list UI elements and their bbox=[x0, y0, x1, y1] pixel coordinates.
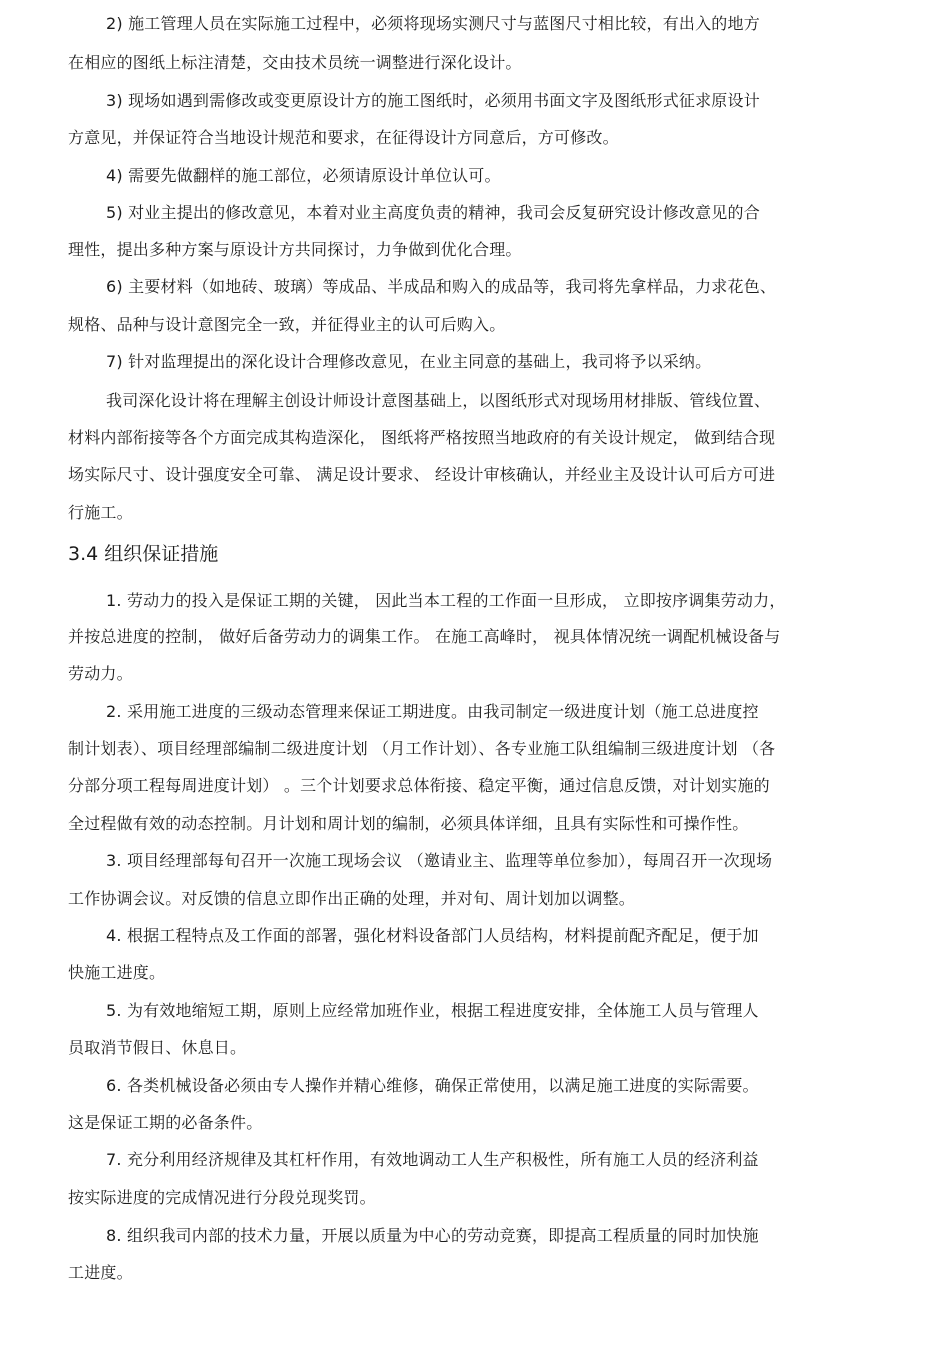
paragraph-line: 方意见，并保证符合当地设计规范和要求，在征得设计方同意后，方可修改。 bbox=[68, 128, 619, 147]
paragraph-line: 我司深化设计将在理解主创设计师设计意图基础上，以图纸形式对现场用材排版、管线位置、 bbox=[106, 391, 771, 410]
paragraph-line: 3) 现场如遇到需修改或变更原设计方的施工图纸时，必须用书面文字及图纸形式征求原设计 bbox=[106, 91, 760, 110]
paragraph-line: 材料内部衔接等各个方面完成其构造深化， 图纸将严格按照当地政府的有关设计规定， 做到结合现 bbox=[68, 428, 776, 447]
paragraph-line: 4. 根据工程特点及工作面的部署，强化材料设备部门人员结构，材料提前配齐配足，便于加 bbox=[106, 926, 759, 945]
paragraph-line: 制计划表）、项目经理部编制二级进度计划 （月工作计划）、各专业施工队组编制三级进度计划 （各 bbox=[68, 739, 776, 758]
paragraph-line: 6. 各类机械设备必须由专人操作并精心维修，确保正常使用，以满足施工进度的实际需要。 bbox=[106, 1076, 759, 1095]
paragraph-line: 6) 主要材料（如地砖、玻璃）等成品、半成品和购入的成品等，我司将先拿样品，力求花色、 bbox=[106, 277, 777, 296]
paragraph-line: 并按总进度的控制， 做好后备劳动力的调集工作。 在施工高峰时， 视具体情况统一调配机械设备与 bbox=[68, 627, 781, 646]
paragraph-line: 行施工。 bbox=[68, 503, 133, 522]
paragraph-line: 3. 项目经理部每旬召开一次施工现场会议 （邀请业主、监理等单位参加），每周召开一次现场 bbox=[106, 851, 773, 870]
paragraph-line: 工进度。 bbox=[68, 1263, 133, 1282]
section-heading: 3.4 组织保证措施 bbox=[68, 543, 219, 565]
paragraph-line: 劳动力。 bbox=[68, 664, 133, 683]
paragraph-line: 5. 为有效地缩短工期，原则上应经常加班作业，根据工程进度安排，全体施工人员与管理人 bbox=[106, 1001, 759, 1020]
paragraph-line: 理性，提出多种方案与原设计方共同探讨，力争做到优化合理。 bbox=[68, 240, 522, 259]
paragraph-line: 2. 采用施工进度的三级动态管理来保证工期进度。由我司制定一级进度计划（施工总进度控 bbox=[106, 702, 759, 721]
paragraph-line: 在相应的图纸上标注清楚，交由技术员统一调整进行深化设计。 bbox=[68, 53, 522, 72]
paragraph-line: 1. 劳动力的投入是保证工期的关键， 因此当本工程的工作面一旦形成， 立即按序调集劳动力， bbox=[106, 591, 786, 610]
paragraph-line: 2) 施工管理人员在实际施工过程中，必须将现场实测尺寸与蓝图尺寸相比较，有出入的地方 bbox=[106, 14, 760, 33]
paragraph-line: 7) 针对监理提出的深化设计合理修改意见，在业主同意的基础上，我司将予以采纳。 bbox=[106, 352, 712, 371]
paragraph-line: 全过程做有效的动态控制。月计划和周计划的编制，必须具体详细，且具有实际性和可操作性。 bbox=[68, 814, 749, 833]
paragraph-line: 规格、品种与设计意图完全一致，并征得业主的认可后购入。 bbox=[68, 315, 506, 334]
paragraph-line: 4) 需要先做翻样的施工部位，必须请原设计单位认可。 bbox=[106, 166, 501, 185]
paragraph-line: 场实际尺寸、设计强度安全可靠、 满足设计要求、 经设计审核确认，并经业主及设计认可后方可进 bbox=[68, 465, 776, 484]
paragraph-line: 员取消节假日、休息日。 bbox=[68, 1038, 247, 1057]
paragraph-line: 快施工进度。 bbox=[68, 963, 166, 982]
paragraph-line: 按实际进度的完成情况进行分段兑现奖罚。 bbox=[68, 1188, 376, 1207]
paragraph-line: 5) 对业主提出的修改意见，本着对业主高度负责的精神，我司会反复研究设计修改意见的合 bbox=[106, 203, 760, 222]
paragraph-line: 7. 充分利用经济规律及其杠杆作用，有效地调动工人生产积极性，所有施工人员的经济利益 bbox=[106, 1150, 759, 1169]
paragraph-line: 工作协调会议。对反馈的信息立即作出正确的处理，并对旬、周计划加以调整。 bbox=[68, 889, 636, 908]
paragraph-line: 分部分项工程每周进度计划） 。三个计划要求总体衔接、稳定平衡，通过信息反馈，对计划实施的 bbox=[68, 776, 770, 795]
paragraph-line: 这是保证工期的必备条件。 bbox=[68, 1113, 263, 1132]
paragraph-line: 8. 组织我司内部的技术力量，开展以质量为中心的劳动竞赛，即提高工程质量的同时加快施 bbox=[106, 1226, 759, 1245]
